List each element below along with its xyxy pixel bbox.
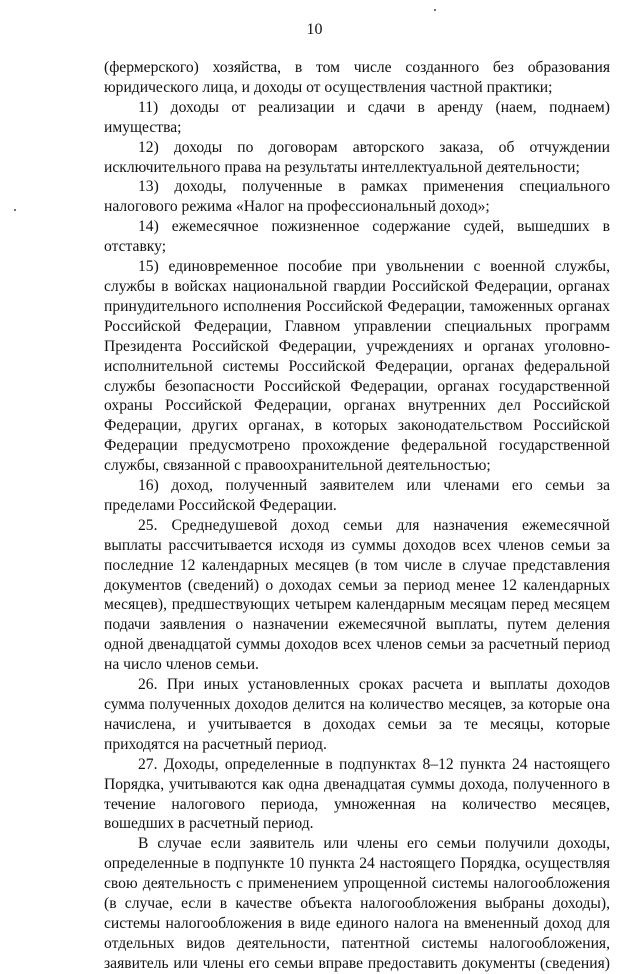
paragraph-item-14: 14) ежемесячное пожизненное содержание судей, вышедших в отставку; — [104, 218, 610, 256]
paragraph-item-11: 11) доходы от реализации и сдачи в аренду (наем, поднаем) имущества; — [104, 98, 610, 136]
paragraph-clause-27-continued: В случае если заявитель или члены его семьи получили доходы, определенные в подпункте 10 пункта 24 настоящего Порядка, осуществляя свою деятельность с применением упрощенной системы налогообложения (в случае, если в качестве объекта налогообложения выбраны доходы), системы налогообложения в виде единого налога на вмененный доход для отдельных видов деятельности, патентной системы налогообложения, заявитель или члены его семьи вправе предоставить документы (сведения) — [104, 835, 610, 972]
scan-speck — [434, 9, 436, 11]
scan-speck — [14, 209, 16, 211]
paragraph-item-15: 15) единовременное пособие при увольнении с военной службы, службы в войсках национальной гвардии Российской Федерации, органах принудительного исполнения Российской Федерации, таможенных органах Российской Федерации, Главном управлении специальных программ Президента Российской Федерации, учреждениях и органах уголовно-исполнительной системы Российской Федерации, органах федеральной службы безопасности Российской Федерации, органах государственной охраны Российской Федерации, органах внутренних дел Российской Федерации, других органах, в которых законодательством Российской Федерации предусмотрено прохождение федеральной государственной службы, связанной с правоохранительной деятельностью; — [104, 258, 610, 475]
paragraph-item-16: 16) доход, полученный заявителем или членами его семьи за пределами Российской Федерации. — [104, 477, 610, 514]
paragraph-continuation: (фермерского) хозяйства, в том числе созданного без образования юридического лица, и доходы от осуществления частной практики; — [104, 59, 610, 96]
paragraph-clause-26: 26. При иных установленных сроках расчета и выплаты доходов сумма полученных доходов делится на количество месяцев, за которые она начислена, и учитывается в доходах семьи за те месяцы, которые приходятся на расчетный период. — [104, 676, 610, 753]
paragraph-clause-27: 27. Доходы, определенные в подпунктах 8–12 пункта 24 настоящего Порядка, учитываются как одна двенадцатая суммы дохода, полученного в течение налогового периода, умноженная на количество месяцев, вошедших в расчетный период. — [104, 755, 610, 833]
paragraph-item-12: 12) доходы по договорам авторского заказа, об отчуждении исключительного права на результаты интеллектуальной деятельности; — [104, 138, 610, 176]
document-body — [104, 58, 610, 974]
paragraph-clause-25: 25. Среднедушевой доход семьи для назначения ежемесячной выплаты рассчитывается исходя из суммы доходов всех членов семьи за последние 12 календарных месяцев (в том числе в случае представления документов (сведений) о доходах семьи за период менее 12 календарных месяцев), предшествующих четырем календарным месяцам перед месяцем подачи заявления о назначении ежемесячной выплаты, путем деления одной двенадцатой суммы доходов всех членов семьи за расчетный период на число членов семьи. — [104, 516, 610, 674]
page-number: 10 — [306, 21, 323, 38]
paragraph-item-13: 13) доходы, полученные в рамках применения специального налогового режима «Налог на профессиональный доход»; — [104, 178, 610, 216]
